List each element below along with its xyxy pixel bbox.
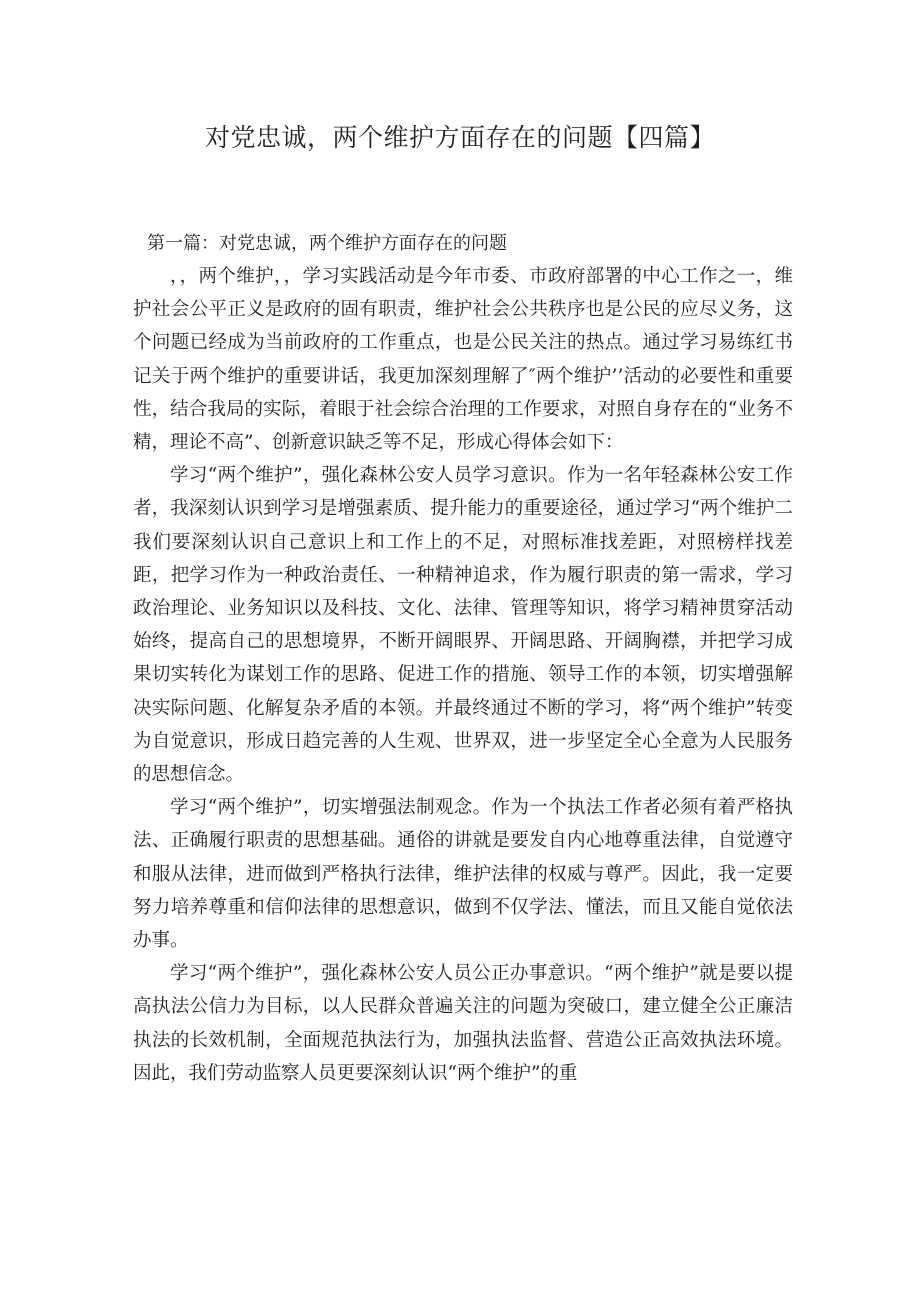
paragraph: ，，两个维护，，学习实践活动是今年市委、市政府部署的中心工作之一，维护社会公平正义是政府的固有职责，维护社会公共秩序也是公民的应尽义务，这个问题已经成为当前政府的工作重点，也是公民关注的热点。通过学习易练红书记关于两个维护的重要讲话，我更加深刻理解了″两个维护’’活动的必要性和重要性，结合我局的实际，着眼于社会综合治理的工作要求，对照自身存在的“业务不精，理论不高”、创新意识缺乏等不足，形成心得体会如下：: [133, 266, 793, 454]
paragraph: 学习“两个维护”，强化森林公安人员公正办事意识。“两个维护”就是要以提高执法公信力为目标，以人民群众普遍关注的问题为突破口，建立健全公正廉洁执法的长效机制，全面规范执法行为，加强执法监督、营造公正高效执法环境。因此，我们劳动监察人员更要深刻认识“两个维护”的重: [133, 963, 793, 1084]
document-body: [133, 227, 793, 1090]
document-title: 对党忠诚，两个维护方面存在的问题【四篇】: [204, 123, 715, 152]
paragraph: 学习“两个维护”，切实增强法制观念。作为一个执法工作者必须有着严格执法、正确履行职责的思想基础。通俗的讲就是要发自内心地尊重法律，自觉遵守和服从法律，进而做到严格执行法律，维护法律的权威与尊严。因此，我一定要努力培养尊重和信仰法律的思想意识，做到不仅学法、懂法，而且又能自觉依法办事。: [133, 797, 793, 952]
section-heading: 第一篇：对党忠诚，两个维护方面存在的问题: [147, 233, 507, 254]
paragraph: 学习“两个维护”，强化森林公安人员学习意识。作为一名年轻森林公安工作者，我深刻认识到学习是增强素质、提升能力的重要途径，通过学习“两个维护二我们要深刻认识自己意识上和工作上的不足，对照标准找差距，对照榜样找差距，把学习作为一种政治责任、一种精神追求，作为履行职责的第一需求，学习政治理论、业务知识以及科技、文化、法律、管理等知识，将学习精神贯穿活动始终，提高自己的思想境界，不断开阔眼界、开阔思路、开阔胸襟，并把学习成果切实转化为谋划工作的思路、促进工作的措施、领导工作的本领，切实增强解决实际问题、化解复杂矛盾的本领。并最终通过不断的学习，将“两个维护”转变为自觉意识，形成日趋完善的人生观、世界双，进一步坚定全心全意为人民服务的思想信念。: [133, 465, 793, 786]
